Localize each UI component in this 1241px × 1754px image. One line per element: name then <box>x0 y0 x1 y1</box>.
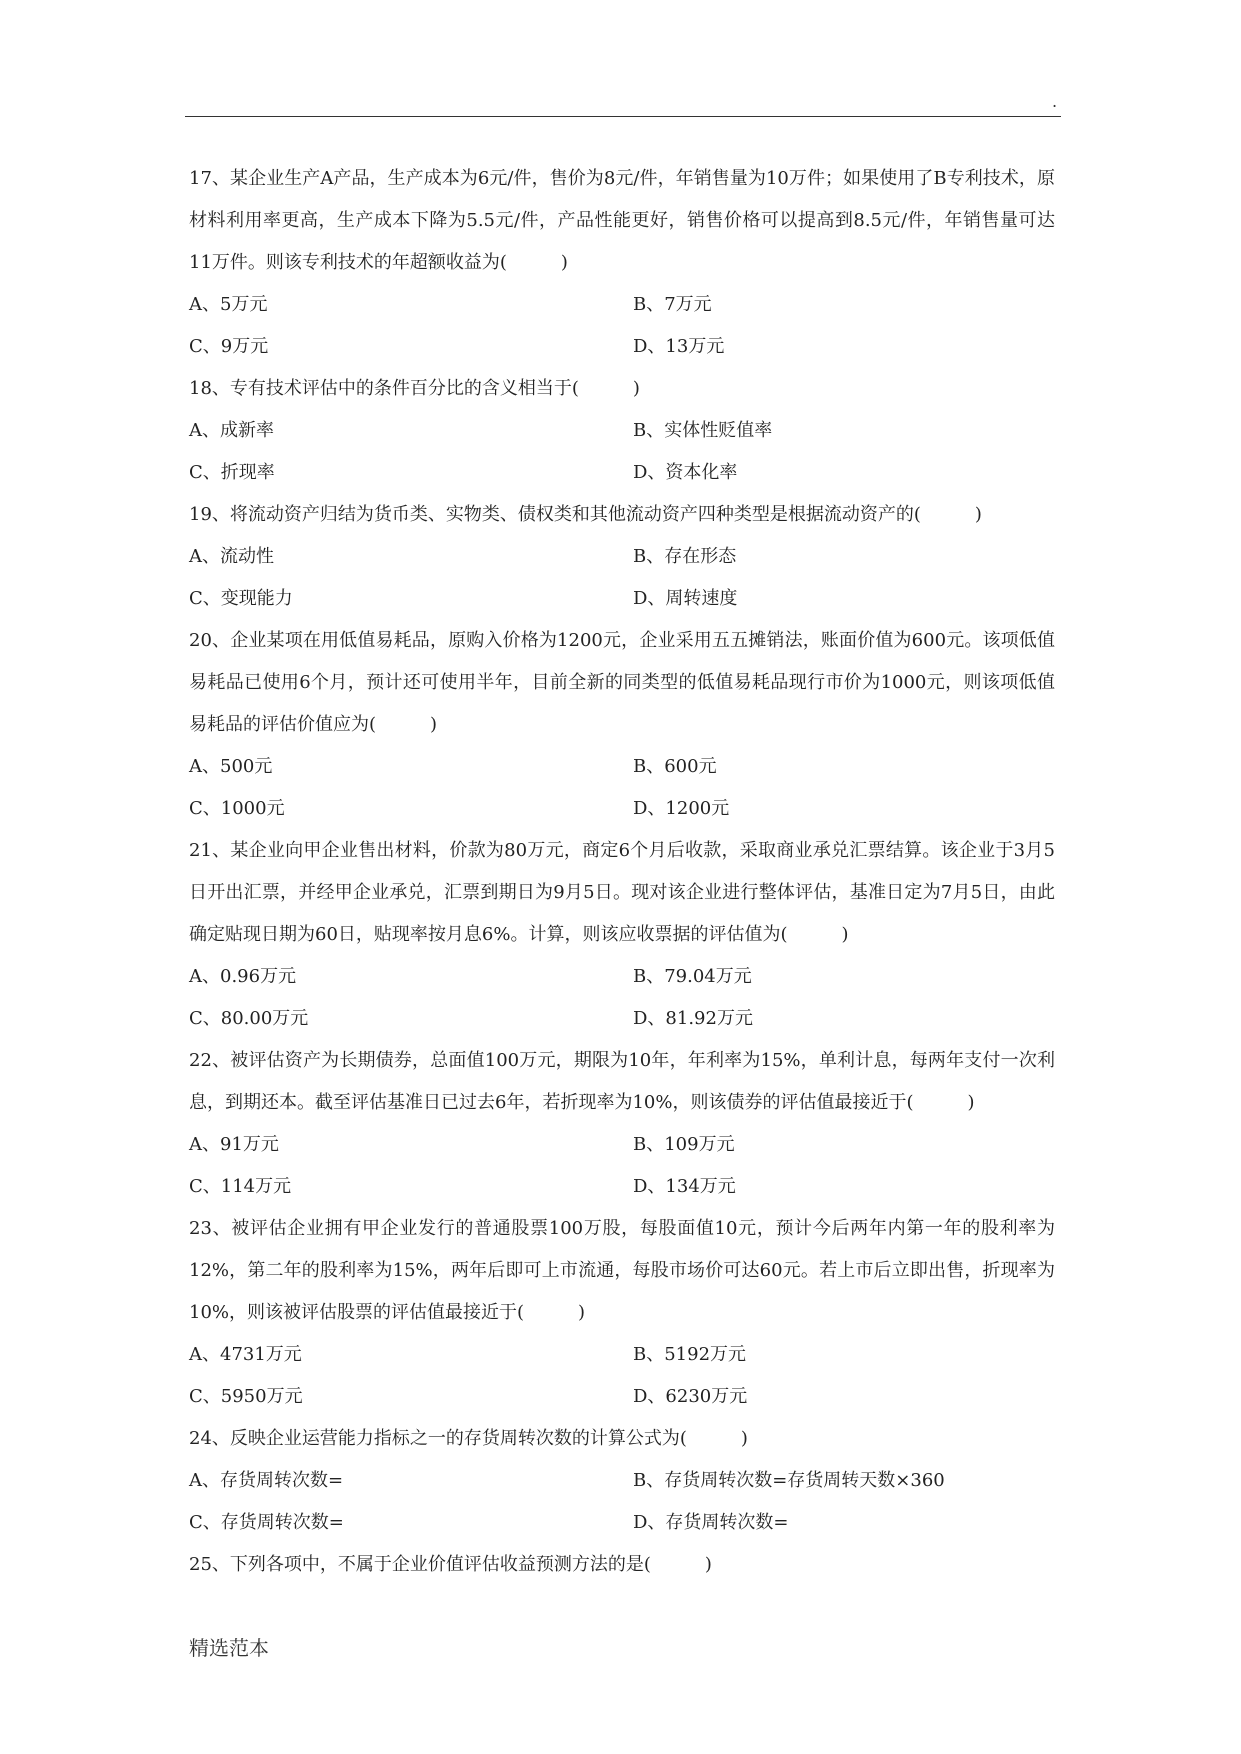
question-block <box>189 494 1055 620</box>
answer-option: C、折现率 <box>189 462 275 483</box>
question-stem: 18、专有技术评估中的条件百分比的含义相当于( ) <box>189 378 640 399</box>
answer-option: A、4731万元 <box>189 1344 302 1365</box>
question-block <box>189 1418 1055 1544</box>
answer-option: C、80.00万元 <box>189 1008 309 1029</box>
header-rule <box>185 116 1061 117</box>
header-mark: . <box>1052 92 1058 111</box>
footer-text: 精选范本 <box>189 1636 269 1660</box>
answer-option: B、存在形态 <box>633 546 737 567</box>
answer-option: C、1000元 <box>189 798 285 819</box>
answer-option: A、91万元 <box>189 1134 279 1155</box>
answer-option: B、5192万元 <box>633 1344 747 1365</box>
question-stem: 17、某企业生产A产品，生产成本为6元/件，售价为8元/件，年销售量为10万件；如果使用了B专利技术，原材料利用率更高，生产成本下降为5.5元/件，产品性能更好，销售价格可以提高到8.5元/件，年销售量可达11万件。则该专利技术的年超额收益为( ) <box>189 168 1055 273</box>
question-stem: 25、下列各项中，不属于企业价值评估收益预测方法的是( ) <box>189 1554 712 1575</box>
option-list <box>189 410 1055 494</box>
question-block <box>189 1040 1055 1208</box>
question-list <box>189 158 1055 1586</box>
answer-option: A、成新率 <box>189 420 274 441</box>
option-list <box>189 746 1055 830</box>
option-list <box>189 284 1055 368</box>
answer-option: D、资本化率 <box>633 462 738 483</box>
answer-option: A、流动性 <box>189 546 274 567</box>
answer-option: B、109万元 <box>633 1134 735 1155</box>
answer-option: B、7万元 <box>633 294 712 315</box>
answer-option: B、实体性贬值率 <box>633 420 773 441</box>
answer-option: A、存货周转次数= <box>189 1470 344 1491</box>
answer-option: A、500元 <box>189 756 273 777</box>
question-stem: 23、被评估企业拥有甲企业发行的普通股票100万股，每股面值10元，预计今后两年内第一年的股利率为12%，第二年的股利率为15%，两年后即可上市流通，每股市场价可达60元。若上市后立即出售，折现率为10%，则该被评估股票的评估值最接近于( ) <box>189 1218 1055 1323</box>
answer-option: D、81.92万元 <box>633 1008 753 1029</box>
answer-option: C、存货周转次数= <box>189 1512 344 1533</box>
option-list <box>189 956 1055 1040</box>
question-block <box>189 830 1055 1040</box>
question-block <box>189 368 1055 494</box>
question-stem: 20、企业某项在用低值易耗品，原购入价格为1200元，企业采用五五摊销法，账面价值为600元。该项低值易耗品已使用6个月，预计还可使用半年，目前全新的同类型的低值易耗品现行市价为1000元，则该项低值易耗品的评估价值应为( ) <box>189 630 1055 735</box>
answer-option: D、13万元 <box>633 336 725 357</box>
answer-option: C、变现能力 <box>189 588 293 609</box>
answer-option: D、存货周转次数= <box>633 1512 789 1533</box>
question-block <box>189 1208 1055 1418</box>
answer-option: C、114万元 <box>189 1176 292 1197</box>
option-list <box>189 1460 1055 1544</box>
question-block <box>189 158 1055 368</box>
answer-option: D、周转速度 <box>633 588 738 609</box>
option-list <box>189 1334 1055 1418</box>
answer-option: A、5万元 <box>189 294 268 315</box>
answer-option: D、134万元 <box>633 1176 736 1197</box>
question-stem: 24、反映企业运营能力指标之一的存货周转次数的计算公式为( ) <box>189 1428 748 1449</box>
answer-option: C、9万元 <box>189 336 269 357</box>
question-block <box>189 620 1055 830</box>
answer-option: C、5950万元 <box>189 1386 303 1407</box>
answer-option: A、0.96万元 <box>189 966 297 987</box>
question-stem: 21、某企业向甲企业售出材料，价款为80万元，商定6个月后收款，采取商业承兑汇票结算。该企业于3月5日开出汇票，并经甲企业承兑，汇票到期日为9月5日。现对该企业进行整体评估，基准日定为7月5日，由此确定贴现日期为60日，贴现率按月息6%。计算，则该应收票据的评估值为( ) <box>189 840 1055 945</box>
question-stem: 19、将流动资产归结为货币类、实物类、债权类和其他流动资产四种类型是根据流动资产的( ) <box>189 504 982 525</box>
answer-option: D、1200元 <box>633 798 730 819</box>
answer-option: D、6230万元 <box>633 1386 748 1407</box>
option-list <box>189 536 1055 620</box>
answer-option: B、600元 <box>633 756 717 777</box>
question-stem: 22、被评估资产为长期债券，总面值100万元，期限为10年，年利率为15%，单利计息，每两年支付一次利息，到期还本。截至评估基准日已过去6年，若折现率为10%，则该债券的评估值最接近于( ) <box>189 1050 1055 1113</box>
answer-option: B、79.04万元 <box>633 966 752 987</box>
answer-option: B、存货周转次数=存货周转天数×360 <box>633 1470 945 1491</box>
question-block <box>189 1544 1055 1586</box>
option-list <box>189 1124 1055 1208</box>
